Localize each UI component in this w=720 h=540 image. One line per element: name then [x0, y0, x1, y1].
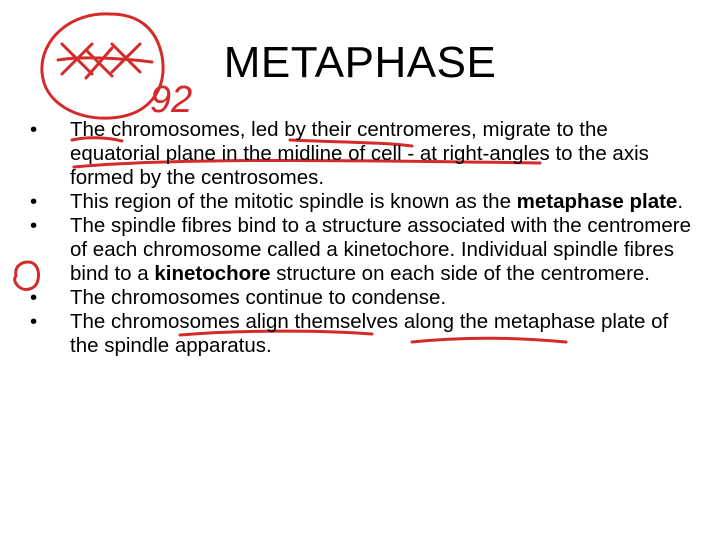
- bullet-text: This region of the mitotic spindle is known as the: [70, 190, 517, 213]
- bullet-text-end: structure on each side of the centromere.: [270, 262, 650, 285]
- bullet-text: The spindle fibres bind to a structure associated with the centromere of each chromosome called a kinetochore. Individual spindle fibres bind to a: [70, 214, 692, 285]
- bullet-dot: •: [30, 118, 38, 141]
- bullet-text: The chromosomes align themselves along the metaphase plate of the spindle apparatus.: [70, 310, 669, 357]
- bullet-dot: •: [30, 310, 38, 333]
- bullet-dot: •: [30, 190, 38, 213]
- bold-term: metaphase plate: [516, 190, 678, 213]
- bold-term: kinetochore: [154, 262, 271, 285]
- bullet-text: The chromosomes, led by their centromeres, migrate to the equatorial plane in the midline of cell - at right-angles to the axis formed by the centrosomes.: [70, 118, 649, 189]
- bullet-item: [30, 286, 700, 310]
- bullet-item: [30, 190, 700, 214]
- slide-title: METAPHASE: [223, 38, 497, 87]
- bullet-item: [30, 310, 700, 358]
- bullet-list: [30, 118, 700, 358]
- handwritten-number: 92: [150, 79, 193, 121]
- bullet-text-end: .: [677, 190, 684, 213]
- bullet-item: [30, 118, 700, 190]
- bullet-item: [30, 214, 700, 286]
- bullet-dot: •: [30, 214, 38, 237]
- bullet-dot: •: [30, 286, 38, 309]
- bullet-text: The chromosomes continue to condense.: [70, 286, 447, 309]
